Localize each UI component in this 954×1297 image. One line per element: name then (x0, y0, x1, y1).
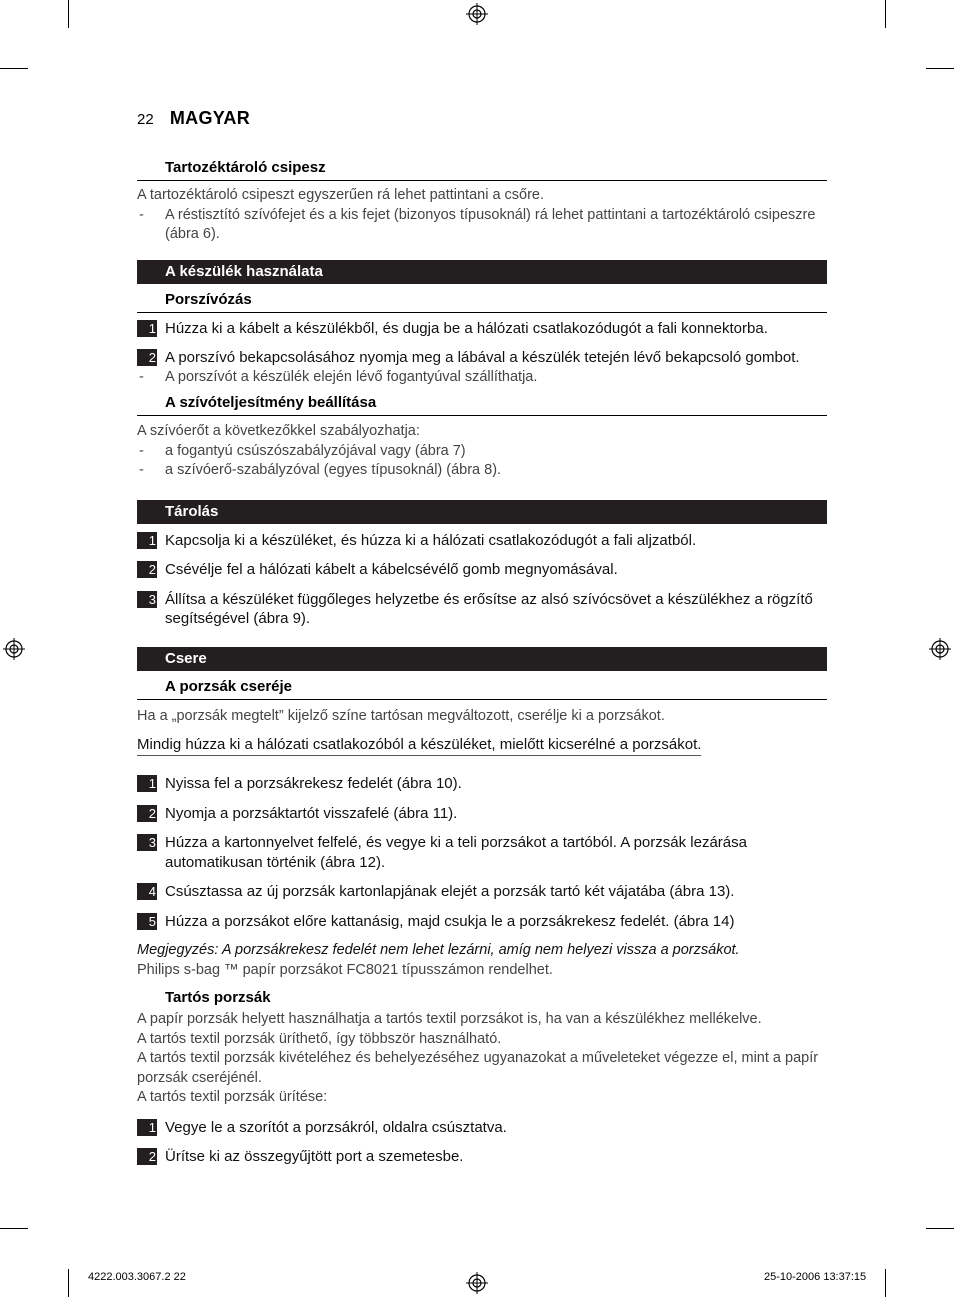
crop-mark-top-right-v (885, 0, 886, 28)
paragraph: A papír porzsák helyett használhatja a tartós textil porzsákot is, ha van a készülékhez mellékelve. (137, 1011, 762, 1027)
subsection-heading-suction: A szívóteljesítmény beállítása (137, 393, 827, 416)
step-item (137, 1118, 827, 1138)
paragraph: Ha a „porzsák megtelt” kijelző színe tartósan megváltozott, cserélje ki a porzsákot. (137, 707, 665, 724)
page-header (137, 108, 250, 129)
bullet-item: - A réstisztító szívófejet és a kis fejet (bizonyos típusoknál) rá lehet pattintani a tartozéktároló csipeszre (ábra 6). (139, 206, 816, 242)
bullet-text: a szívóerő-szabályzóval (egyes típusoknál) (ábra 8). (165, 462, 502, 478)
step-number: 5 (137, 913, 157, 930)
step-text: Csúsztassa az új porzsák kartonlapjának elejét a porzsák tartó két vájatába (ábra 13). (165, 883, 735, 900)
page-language-title: MAGYAR (169, 108, 251, 128)
step-text: Kapcsolja ki a készüléket, és húzza ki a hálózati csatlakozódugót a fali aljzatból. (165, 531, 697, 549)
step-text: Húzza a porzsákot előre kattanásig, majd csukja le a porzsákrekesz fedelét. (ábra 14) (165, 912, 735, 930)
warning-text: Mindig húzza ki a hálózati csatlakozóból a készüléket, mielőtt kicserélné a porzsákot. (137, 735, 701, 756)
step-text: Ürítse ki az összegyűjtött port a szemetesbe. (165, 1148, 464, 1165)
warning-block (137, 735, 827, 756)
step-item (137, 319, 827, 339)
subsection-heading-permanent-bag: Tartós porzsák (165, 989, 271, 1006)
registration-mark-icon (929, 638, 951, 660)
bullet-item: - a szívóerő-szabályzóval (egyes típusoknál) (ábra 8). (139, 462, 502, 478)
document-body (137, 158, 827, 1167)
step-number: 2 (137, 1148, 157, 1165)
step-number: 1 (137, 775, 157, 792)
crop-mark-bottom-left-h (0, 1228, 28, 1229)
step-text: A porszívó bekapcsolásához nyomja meg a lábával a készülék tetején lévő bekapcsoló gombot. (165, 349, 800, 366)
step-item (137, 590, 827, 629)
step-item (137, 348, 827, 368)
paragraph: A tartós textil porzsák üríthető, így többször használható. (137, 1030, 502, 1047)
section-heading-accessory-clip: Tartozéktároló csipesz (137, 158, 827, 181)
step-number: 3 (137, 834, 157, 851)
crop-mark-top-left-h (0, 68, 28, 69)
step-number: 2 (137, 805, 157, 822)
registration-mark-icon (466, 1272, 488, 1294)
step-text: Nyissa fel a porzsákrekesz fedelét (ábra 10). (165, 775, 462, 792)
crop-mark-top-right-h (926, 68, 954, 69)
paragraph: A tartós textil porzsák ürítése: (137, 1089, 328, 1105)
paragraph: A tartozéktároló csipeszt egyszerűen rá lehet pattintani a csőre. (137, 187, 545, 203)
step-number: 1 (137, 1119, 157, 1136)
step-number: 2 (137, 561, 157, 578)
step-number: 1 (137, 320, 157, 337)
paragraph: A szívóerőt a következőkkel szabályozhatja: (137, 423, 420, 439)
step-item (137, 531, 827, 551)
step-number: 1 (137, 532, 157, 549)
step-text: Nyomja a porzsáktartót visszafelé (ábra 11). (165, 804, 458, 822)
bullet-text: a fogantyú csúszószabályzójával vagy (ábra 7) (165, 442, 466, 459)
step-text: Vegye le a szorítót a porzsákról, oldalra csúsztatva. (165, 1118, 507, 1136)
step-number: 3 (137, 591, 157, 608)
subsection-heading-vacuuming: Porszívózás (137, 290, 827, 313)
crop-mark-bottom-right-h (926, 1228, 954, 1229)
step-number: 2 (137, 349, 157, 366)
step-item (137, 833, 827, 872)
bullet-item: - A porszívót a készülék elején lévő fogantyúval szállíthatja. (139, 368, 538, 385)
section-heading-usage: A készülék használata (137, 260, 827, 284)
section-heading-storage: Tárolás (137, 500, 827, 524)
crop-mark-top-left-v (68, 0, 69, 28)
step-item (137, 804, 827, 824)
step-item (137, 912, 827, 932)
step-item (137, 774, 827, 794)
page-number: 22 (137, 111, 154, 128)
step-item (137, 882, 827, 902)
registration-mark-icon (466, 3, 488, 25)
subsection-heading-bag-replacement: A porzsák cseréje (137, 677, 827, 700)
footer-timestamp: 25-10-2006 13:37:15 (764, 1271, 867, 1283)
crop-mark-bottom-left-v (68, 1269, 69, 1297)
step-text: Húzza a kartonnyelvet felfelé, és vegye ki a teli porzsákot a tartóból. A porzsák lezárása automatikusan történik (ábra 12). (165, 834, 747, 871)
step-item (137, 1147, 827, 1167)
bullet-text: A porszívót a készülék elején lévő fogantyúval szállíthatja. (165, 368, 538, 385)
registration-mark-icon (3, 638, 25, 660)
paragraph: A tartós textil porzsák kivételéhez és behelyezéséhez ugyanazokat a műveleteket végezze el, mint a papír porzsák cseréjénél. (137, 1050, 819, 1086)
paragraph: Philips s-bag ™ papír porzsákot FC8021 típusszámon rendelhet. (137, 961, 553, 978)
step-number: 4 (137, 883, 157, 900)
footer-document-code: 4222.003.3067.2 22 (88, 1271, 186, 1283)
step-item (137, 560, 827, 580)
step-text: Csévélje fel a hálózati kábelt a kábelcsévélő gomb megnyomásával. (165, 561, 618, 578)
crop-mark-bottom-right-v (885, 1269, 886, 1297)
step-text: Állítsa a készüléket függőleges helyzetbe és erősítse az alsó szívócsövet a készülékhez a rögzítő segítségével (ábra 9). (165, 590, 813, 627)
bullet-item: - a fogantyú csúszószabályzójával vagy (ábra 7) (139, 442, 466, 459)
section-heading-replacement: Csere (137, 647, 827, 671)
step-text: Húzza ki a kábelt a készülékből, és dugja be a hálózati csatlakozódugót a fali konnektorba. (165, 319, 768, 337)
note-text: Megjegyzés: A porzsákrekesz fedelét nem lehet lezárni, amíg nem helyezi vissza a porzsákot. (137, 942, 740, 958)
bullet-text: A réstisztító szívófejet és a kis fejet (bizonyos típusoknál) rá lehet pattintani a tartozéktároló csipeszre (ábra 6). (165, 206, 816, 242)
